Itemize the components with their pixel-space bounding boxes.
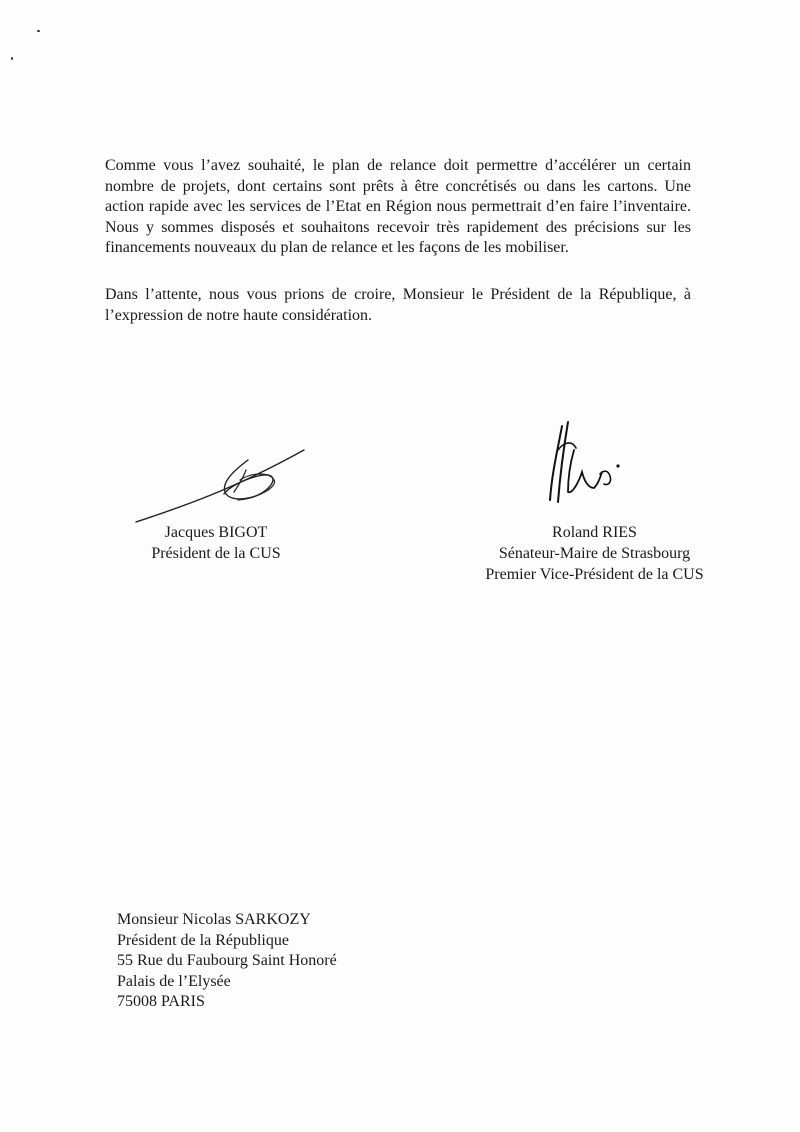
signatory-title: Premier Vice-Président de la CUS (485, 566, 704, 583)
address-line: 75008 PARIS (117, 993, 205, 1010)
recipient-address (117, 910, 337, 1013)
signatory-name: Roland RIES (552, 524, 637, 541)
address-line: 55 Rue du Faubourg Saint Honoré (117, 952, 337, 969)
scan-speck (37, 30, 40, 32)
body-paragraph-1: Comme vous l’avez souhaité, le plan de relance doit permettre d’accélérer un certain nombre de projets, dont certains sont prêts à être concrétisés ou dans les cartons. Une action rapide avec les services de l’Etat en Région nous permettrait d’en faire l’inventaire. Nous y sommes disposés et souhaitons recevoir très rapidement des précisions sur les financements nouveaux du plan de relance et les façons de les mobiliser. (105, 157, 691, 256)
signatory-name: Jacques BIGOT (164, 524, 268, 541)
scan-speck (11, 57, 13, 60)
signatory-title: Président de la CUS (151, 545, 281, 562)
signatory-block-left (128, 522, 304, 564)
signatory-block-right (453, 522, 736, 585)
signature-roland-ries (538, 420, 628, 508)
address-line: Palais de l’Elysée (117, 972, 231, 990)
body-paragraph-2: Dans l’attente, nous vous prions de croire, Monsieur le Président de la République, à l’expression de notre haute considération. (105, 286, 691, 324)
signatory-title: Sénateur-Maire de Strasbourg (498, 545, 691, 562)
address-line: Président de la République (117, 931, 289, 949)
signature-jacques-bigot (128, 442, 310, 528)
address-line: Monsieur Nicolas SARKOZY (117, 911, 311, 928)
